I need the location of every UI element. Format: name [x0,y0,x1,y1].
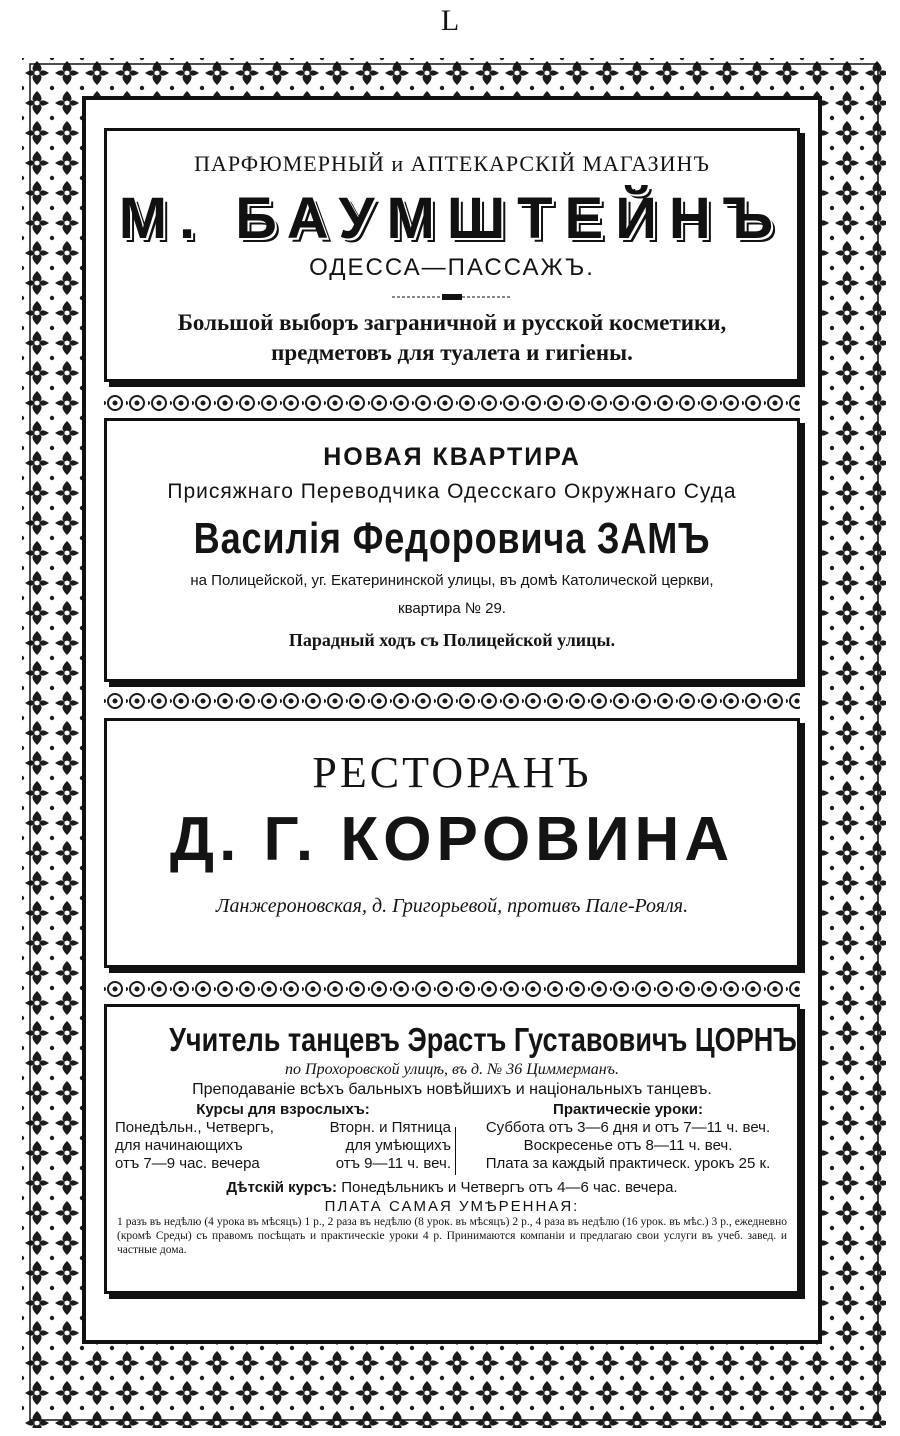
column-divider [455,1127,456,1175]
shop-description-line2: предметовъ для туалета и гигіены. [271,340,633,365]
practice-lessons [463,1101,793,1173]
shop-description-line1: Большой выборъ заграничной и русской косметики, [177,310,727,335]
kids-course-label: Дѣтскій курсъ: [226,1179,338,1196]
kids-course-schedule: Понедѣльникъ и Четвергъ отъ 4—6 час. вечера. [341,1179,678,1196]
apartment-address-line2: квартира № 29. [398,600,506,617]
decorative-band [104,690,800,712]
restaurant-address: Ланжероновская, д. Григорьевой, противъ Пале-Рояля. [215,895,689,917]
translator-name: Василія Федоровича ЗАМЪ [193,514,711,563]
decorative-band [104,978,800,1000]
restaurant-heading: РЕСТОРАНЪ [312,748,592,797]
course-schedule [107,1101,797,1177]
ornamental-divider [392,292,512,302]
restaurant-owner: Д. Г. КОРОВИНА [169,805,735,874]
practice-price: Плата за каждый практическ. урокъ 25 к. [485,1155,771,1172]
shop-subtitle: ПАРФЮМЕРНЫЙ и АПТЕКАРСКІЙ МАГАЗИНЪ [194,151,710,176]
page-number: L [440,4,460,37]
ad-perfume-shop [104,128,800,382]
dance-teacher-address: по Прохоровской улицѣ, въ д. № 36 Циммерманъ. [285,1061,619,1078]
adult-days-advanced: Вторн. и Пятница [329,1119,451,1136]
shop-title: М. БАУМШТЕЙНЪ [118,186,786,251]
adult-courses [115,1101,451,1173]
adult-time-advanced: отъ 9—11 ч. веч. [335,1155,451,1172]
dance-teacher-title: Учитель танцевъ Эрастъ Густавовичъ ЦОРНЪ [169,1021,797,1058]
shop-city: ОДЕССА—ПАССАЖЪ. [309,254,595,281]
ad-dance-teacher [104,1004,800,1294]
fee-heading: ПЛАТА САМАЯ УМѢРЕННАЯ: [324,1198,580,1215]
ad-restaurant [104,718,800,968]
practice-heading: Практическіе уроки: [553,1101,703,1118]
fee-details: 1 разъ въ недѣлю (4 урока въ мѣсяцъ) 1 р., 2 раза въ недѣлю (8 урок. въ мѣсяцъ) 2 р., 4 раза въ недѣлю (16 урок. въ мѣс.) 3 р., ежедневно (кромѣ Среды) съ правомъ посѣщать и практическіе уроки 4 р. Принимаются компаніи и предлагаю свои услуги въ учеб. завед. и частные дома. [117,1216,787,1256]
apartment-entrance: Парадный ходъ съ Полицейской улицы. [288,630,616,650]
adult-courses-heading: Курсы для взрослыхъ: [196,1101,370,1118]
adult-days-beginners: Понедѣльн., Четвергъ, [115,1119,274,1136]
ad-translator-apartment [104,418,800,682]
kids-course [107,1179,797,1196]
apartment-heading: НОВАЯ КВАРТИРА [323,443,581,471]
adult-level-beginners: для начинающихъ [115,1137,243,1154]
practice-sunday: Воскресенье отъ 8—11 ч. веч. [523,1137,733,1154]
dance-teacher-intro: Преподаваніе всѣхъ бальныхъ новѣйшихъ и національныхъ танцевъ. [192,1081,712,1098]
practice-saturday: Суббота отъ 3—6 дня и отъ 7—11 ч. веч. [485,1119,771,1136]
apartment-address-line1: на Полицейской, уг. Екатерининской улицы, въ домѣ Католической церкви, [190,572,714,589]
decorative-band [104,392,800,414]
adult-level-advanced: для умѣющихъ [345,1137,451,1154]
adult-time-beginners: отъ 7—9 час. вечера [115,1155,260,1172]
translator-position: Присяжнаго Переводчика Одесскаго Окружнаго Суда [167,480,737,503]
